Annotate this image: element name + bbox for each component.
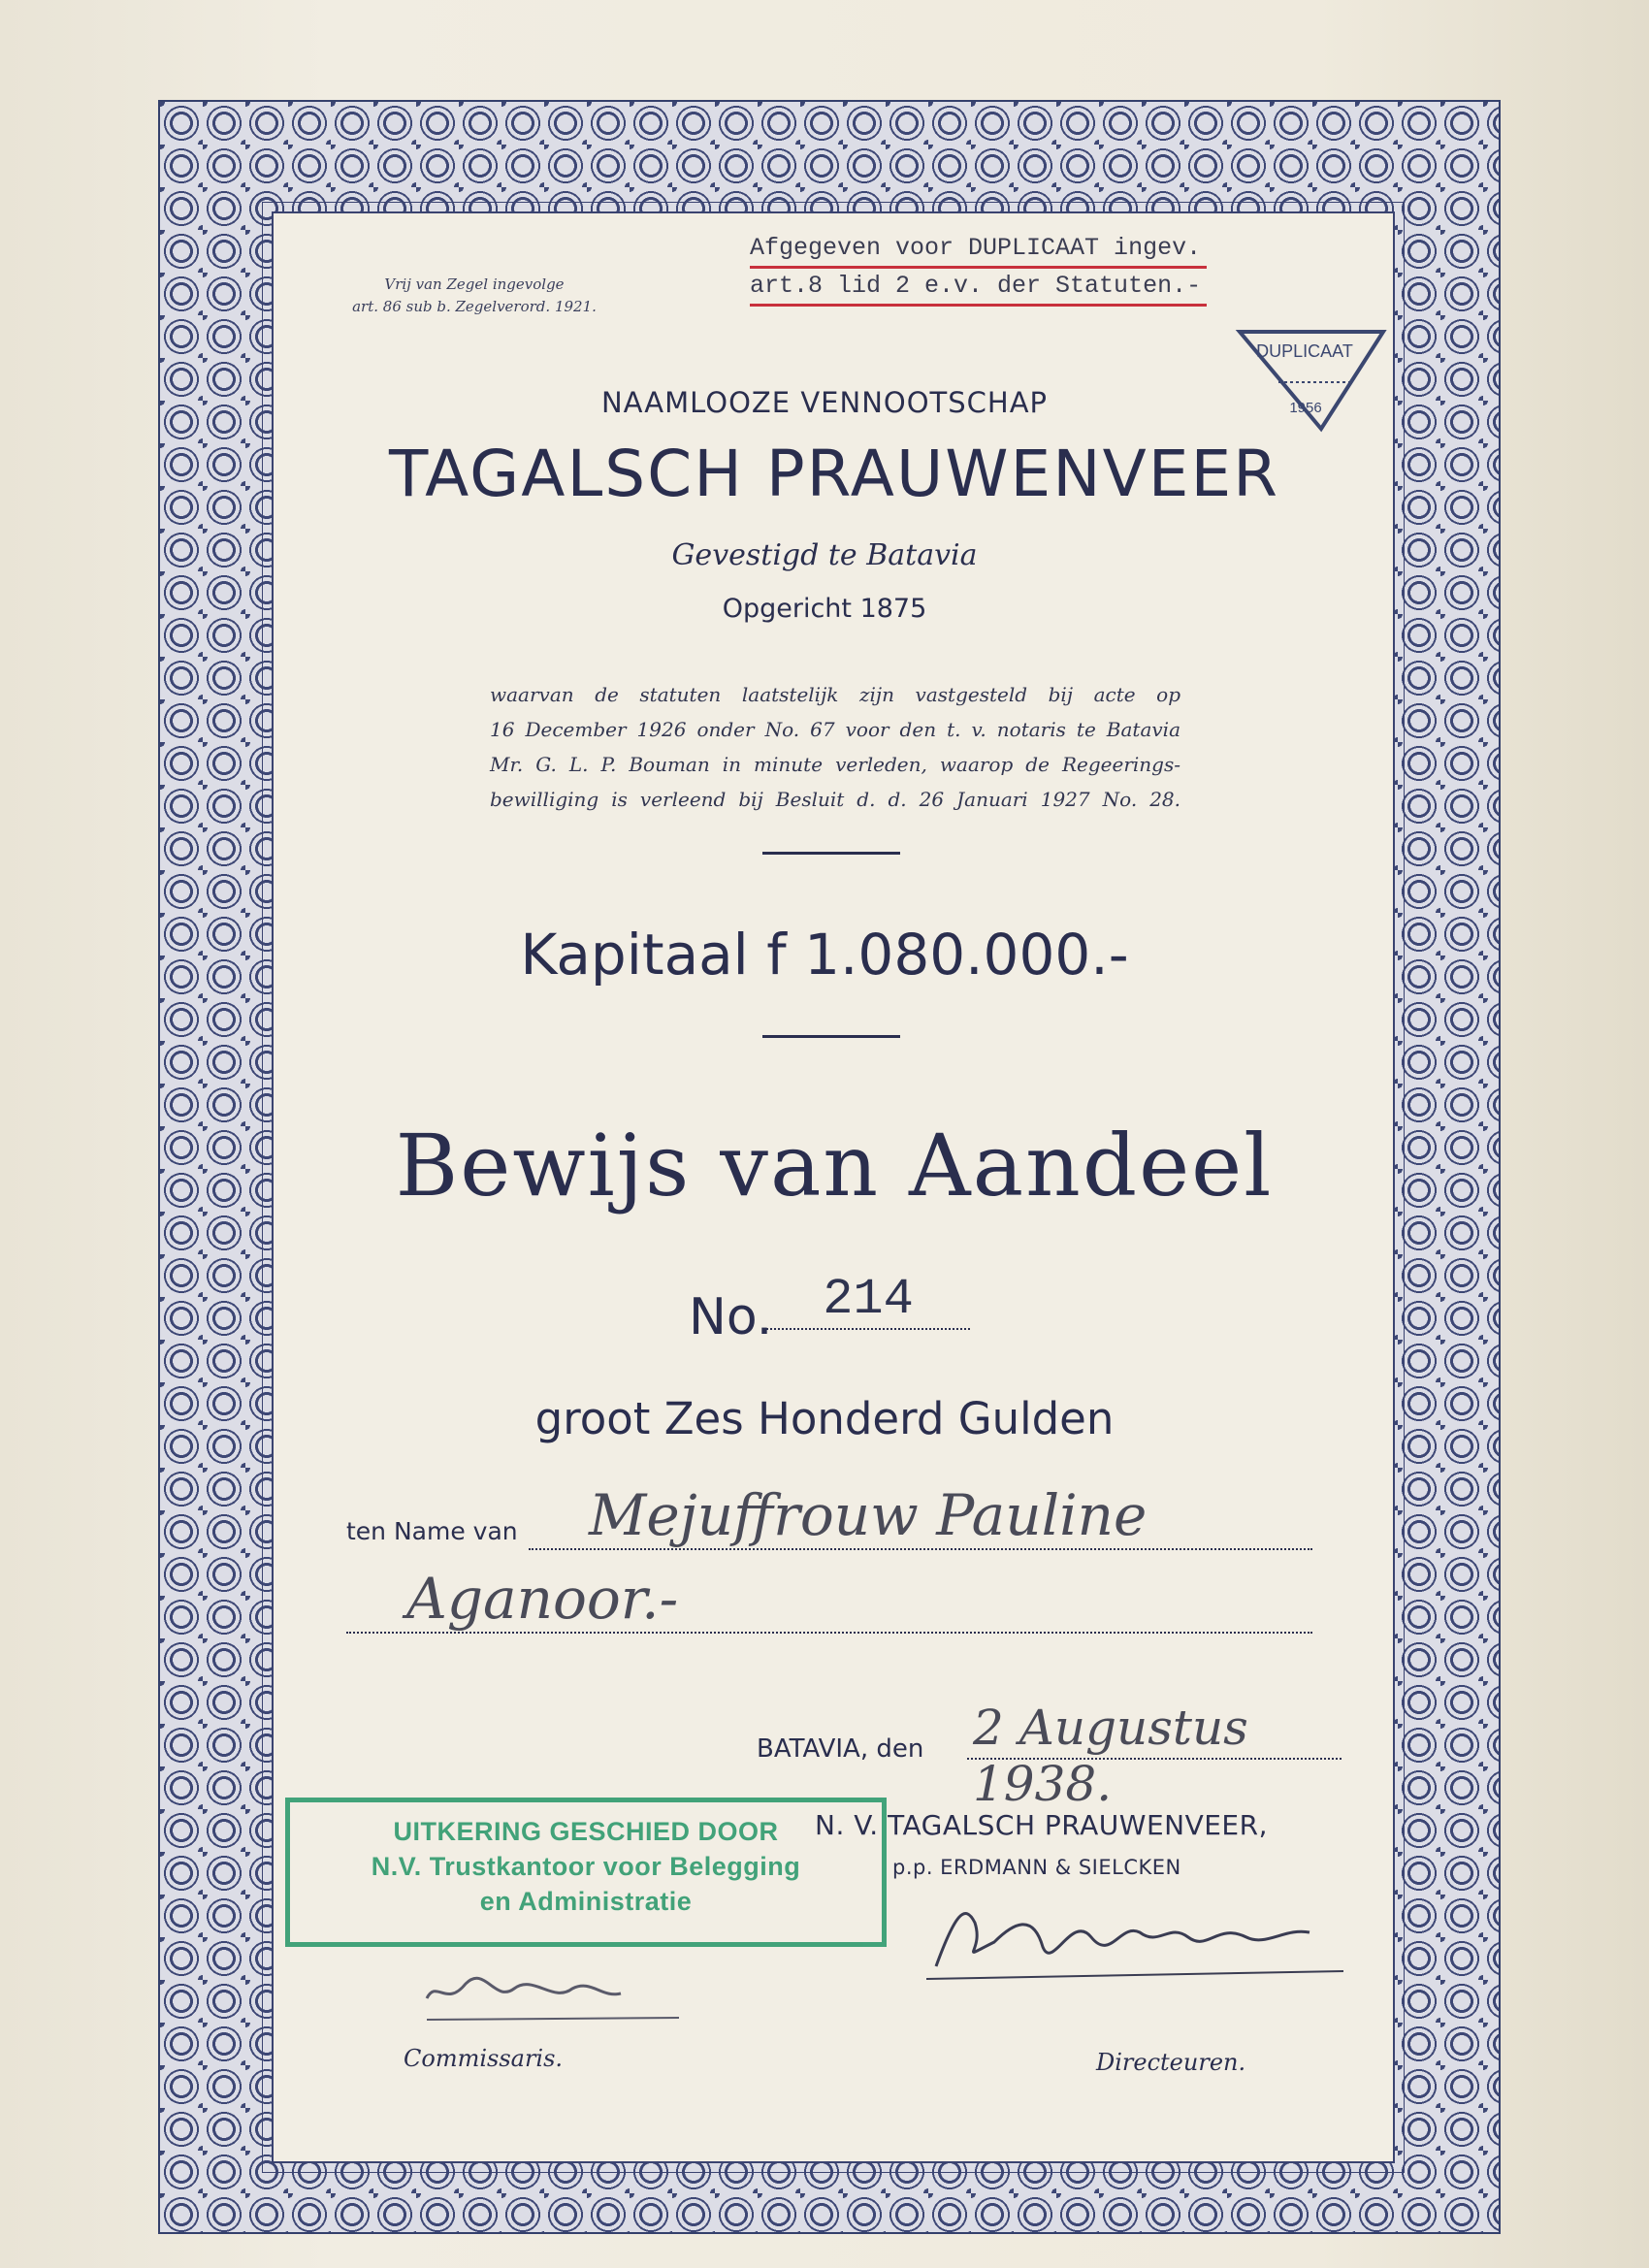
company-seat: Gevestigd te Batavia <box>671 538 978 572</box>
duplicate-typed-note <box>750 231 1207 307</box>
share-number-value: 214 <box>766 1271 970 1330</box>
holder-label: ten Name van <box>346 1517 518 1545</box>
holder-name-line-1: Mejuffrouw Pauline <box>529 1482 1312 1550</box>
issuer-company: N. V. TAGALSCH PRAUWENVEER, <box>815 1809 1268 1841</box>
stamp-exemption-line1: Vrij van Zegel ingevolge <box>384 275 565 293</box>
place-label: BATAVIA, den <box>757 1734 924 1764</box>
share-number-label: No. <box>689 1288 773 1346</box>
company-founded: Opgericht 1875 <box>722 594 927 624</box>
statutes-line-2: 16 December 1926 onder No. 67 voor den t. v. notaris te Batavia <box>490 718 1180 741</box>
certificate-title: Bewijs van Aandeel <box>395 1116 1274 1215</box>
payment-stamp-line-2: N.V. Trustkantoor voor Belegging <box>371 1852 801 1881</box>
statutes-paragraph <box>490 677 1180 817</box>
duplicate-stamp-label: DUPLICAAT <box>1256 341 1353 361</box>
statutes-line-3: Mr. G. L. P. Bouman in minute verleden, waarop de Regeerings- <box>490 753 1180 776</box>
holder-name-line-2: Aganoor.- <box>346 1566 1312 1634</box>
issue-date: 2 Augustus 1938. <box>967 1700 1342 1760</box>
company-type: NAAMLOOZE VENNOOTSCHAP <box>600 386 1049 419</box>
typed-line-1: Afgegeven voor DUPLICAAT ingev. <box>750 231 1207 269</box>
payment-agent-stamp <box>285 1798 887 1947</box>
duplicate-stamp-year: 1956 <box>1289 400 1322 416</box>
commissioner-label: Commissaris. <box>404 2045 564 2072</box>
payment-stamp-line-1: UITKERING GESCHIED DOOR <box>393 1817 779 1846</box>
capital-amount: Kapitaal f 1.080.000.- <box>520 922 1129 988</box>
divider-lower <box>762 1035 900 1038</box>
payment-stamp-line-3: en Administratie <box>479 1887 693 1916</box>
company-name: TAGALSCH PRAUWENVEER <box>388 437 1279 511</box>
issuer-pp: p.p. ERDMANN & SIELCKEN <box>892 1856 1181 1879</box>
share-denomination: groot Zes Honderd Gulden <box>534 1393 1115 1444</box>
statutes-line-1: waarvan de statuten laatstelijk zijn vastgesteld bij acte op <box>490 683 1180 706</box>
divider-upper <box>762 852 900 855</box>
stamp-exemption-note <box>329 274 620 318</box>
director-signature <box>926 1894 1353 1981</box>
directors-label: Directeuren. <box>1096 2049 1246 2076</box>
stamp-exemption-line2: art. 86 sub b. Zegelverord. 1921. <box>352 298 597 315</box>
statutes-line-4: bewilliging is verleend bij Besluit d. d. 26 Januari 1927 No. 28. <box>490 788 1180 811</box>
commissioner-signature <box>407 1950 689 2027</box>
typed-line-2: art.8 lid 2 e.v. der Statuten.- <box>750 269 1207 307</box>
